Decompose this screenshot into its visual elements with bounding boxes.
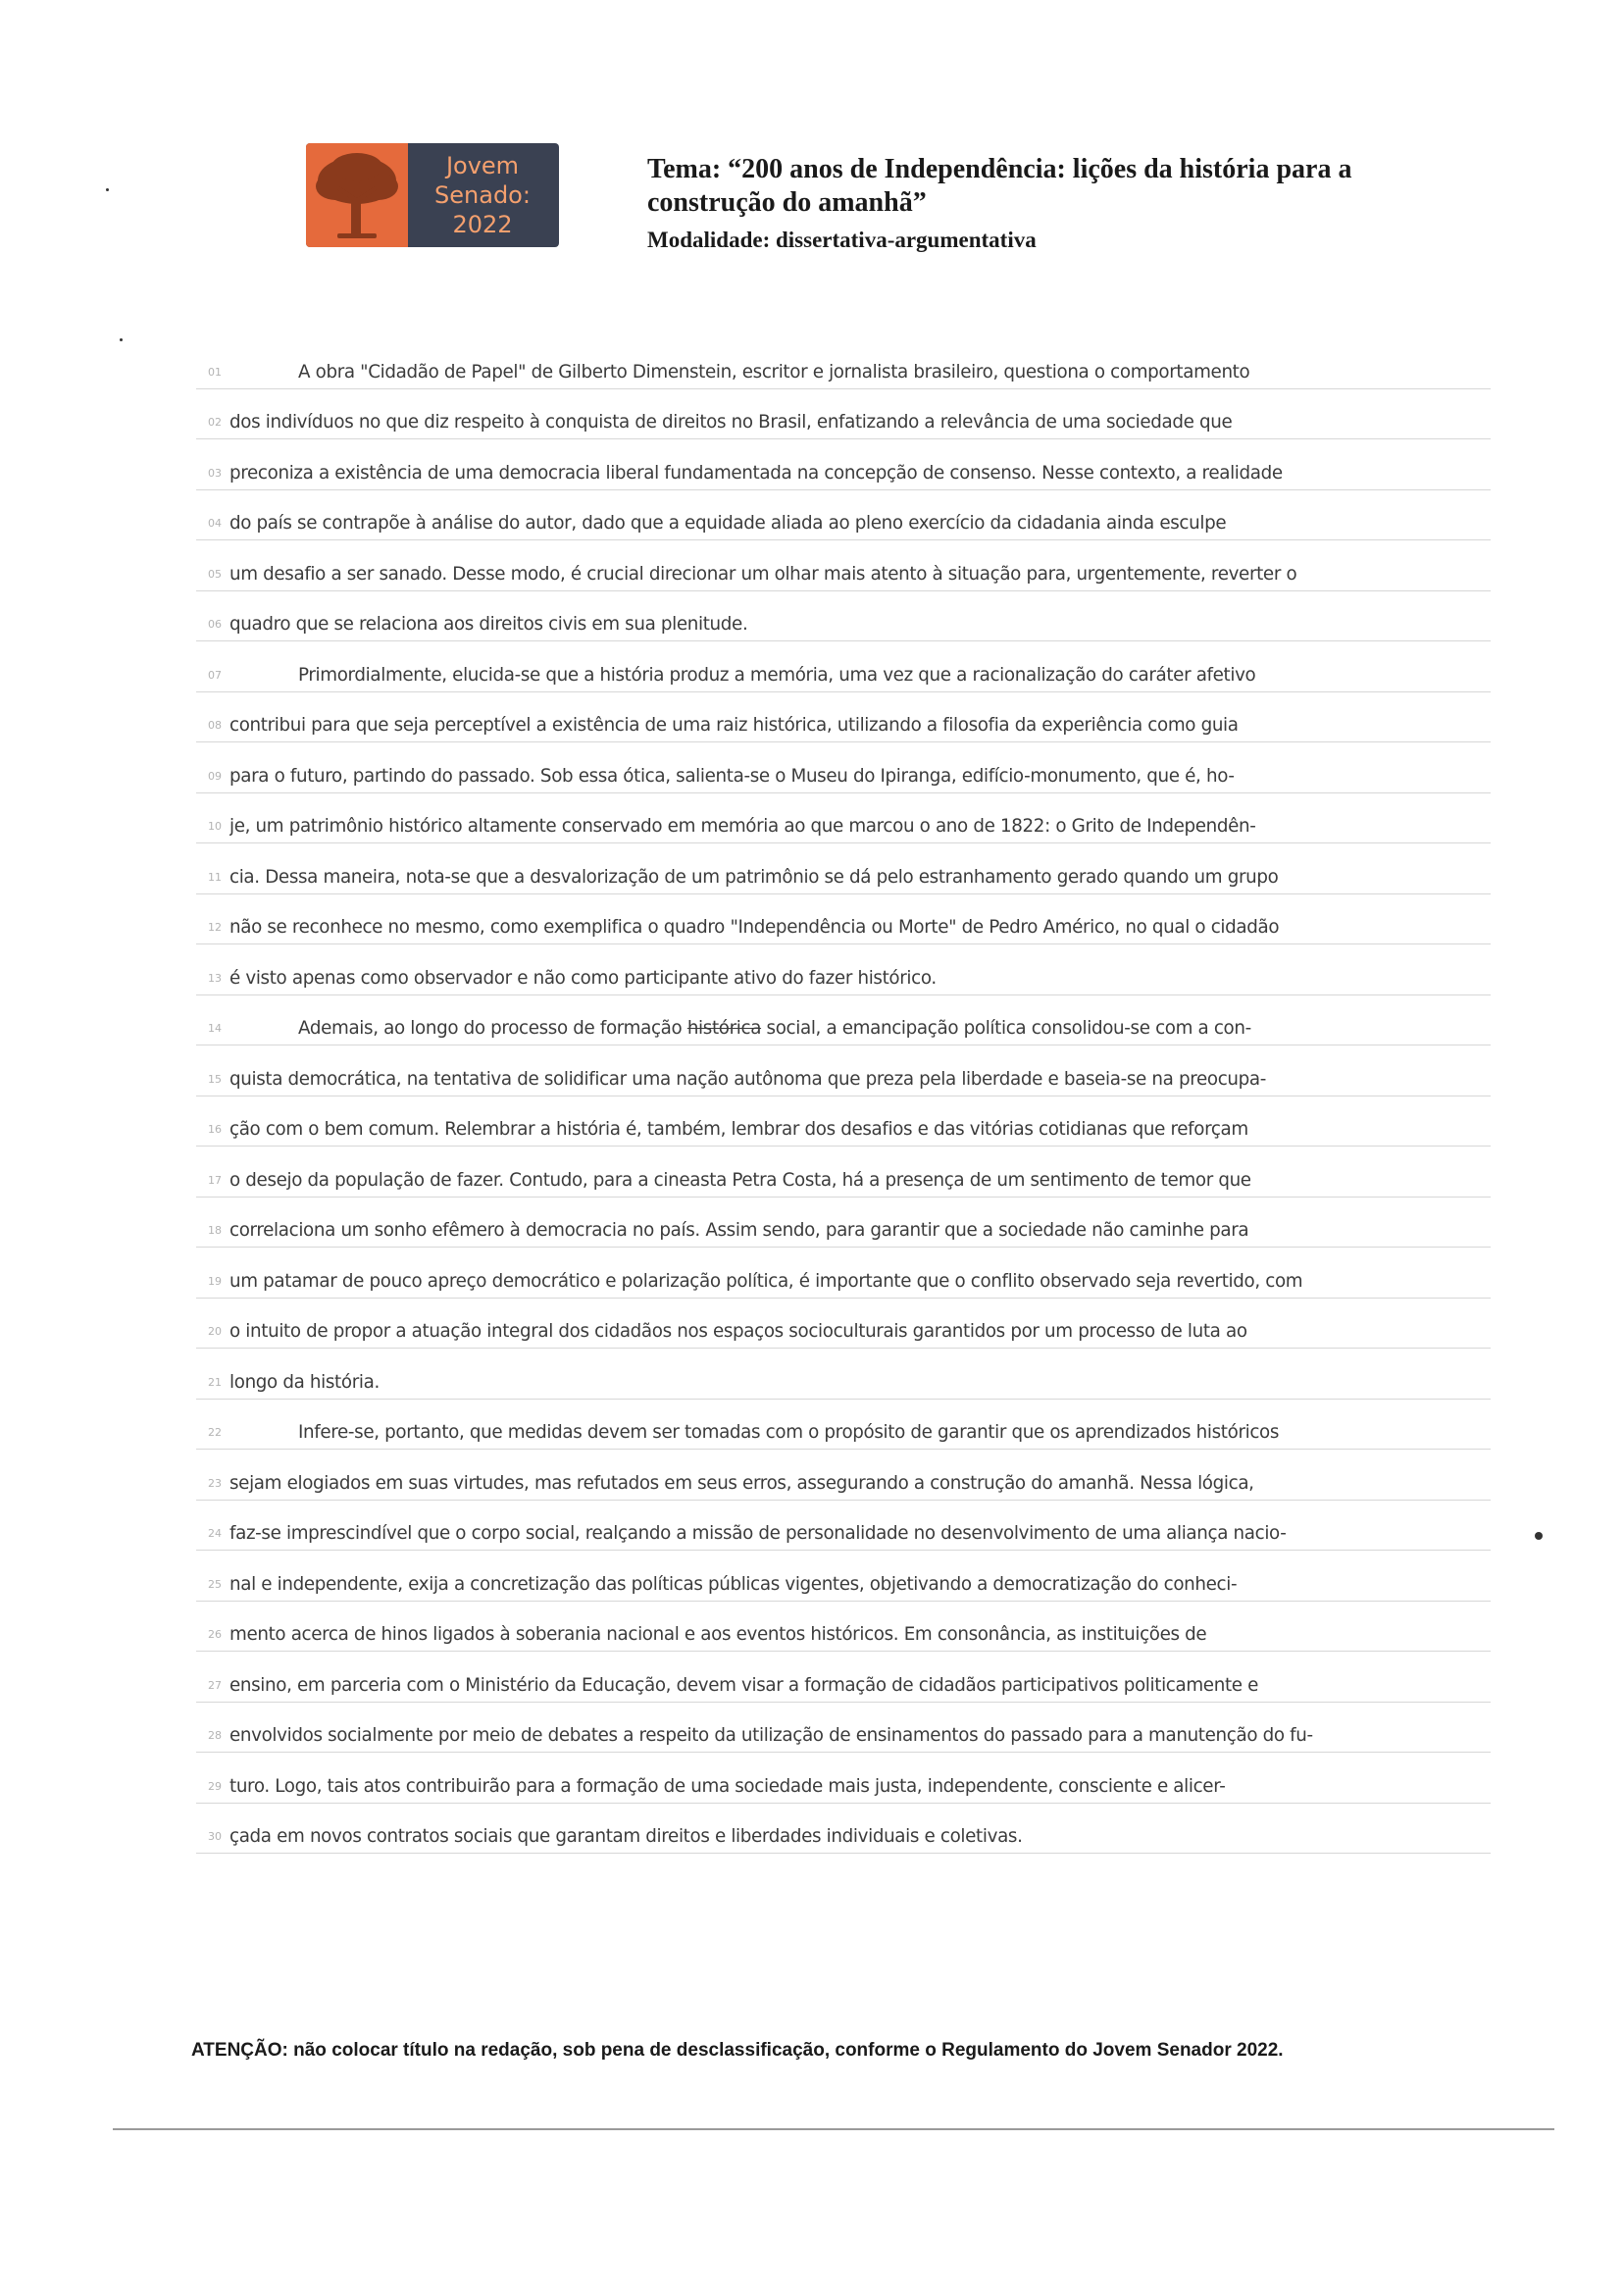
line-number: 04 [208,517,222,530]
bottom-divider [113,2128,1554,2130]
line-number: 12 [208,921,222,934]
line-text: cia. Dessa maneira, nota-se que a desvalorização de um patrimônio se dá pelo estranhamento gerado quando um grupo [229,866,1279,888]
line-number: 30 [208,1830,222,1843]
line-number: 15 [208,1072,222,1086]
line-text: quista democrática, na tentativa de solidificar uma nação autônoma que preza pela liberdade e baseia-se na preocupa- [229,1068,1266,1090]
title-block [647,153,1393,253]
essay-line [196,1400,1491,1451]
essay-line [196,1045,1491,1096]
essay-line [196,389,1491,440]
essay-line [196,540,1491,591]
essay-line [196,641,1491,692]
line-text: turo. Logo, tais atos contribuirão para a formação de uma sociedade mais justa, independente, consciente e alicer- [229,1775,1226,1797]
line-text: dos indivíduos no que diz respeito à conquista de direitos no Brasil, enfatizando a relevância de uma sociedade que [229,412,1233,433]
line-number: 19 [208,1274,222,1288]
line-number: 26 [208,1628,222,1641]
essay-line [196,894,1491,945]
logo-line: 2022 [452,211,513,238]
line-number: 17 [208,1173,222,1187]
essay-line [196,742,1491,793]
essay-line [196,1349,1491,1400]
essay-line [196,793,1491,844]
line-text: ção com o bem comum. Relembrar a história é, também, lembrar dos desafios e das vitórias cotidianas que reforçam [229,1119,1248,1140]
line-number: 07 [208,668,222,682]
scan-speck [106,188,109,191]
line-number: 10 [208,820,222,833]
line-text: quadro que se relaciona aos direitos civis em sua plenitude. [229,614,748,635]
line-number: 27 [208,1678,222,1692]
essay-line [196,490,1491,541]
line-text: A obra "Cidadão de Papel" de Gilberto Dimenstein, escritor e jornalista brasileiro, questiona o comportamento [298,361,1250,382]
line-number: 03 [208,466,222,480]
line-text: sejam elogiados em suas virtudes, mas refutados em seus erros, assegurando a construção do amanhã. Nessa lógica, [229,1472,1254,1494]
line-text: çada em novos contratos sociais que garantam direitos e liberdades individuais e coletivas. [229,1826,1023,1847]
line-number: 28 [208,1729,222,1742]
jovem-senador-logo [306,143,559,247]
essay-line [196,1299,1491,1350]
line-number: 20 [208,1325,222,1338]
line-text: envolvidos socialmente por meio de debates a respeito da utilização de ensinamentos do passado para a manutenção do fu- [229,1725,1313,1746]
essay-line [196,692,1491,743]
essay-line [196,995,1491,1046]
logo-line: Senado: [434,181,531,209]
line-text-part: Ademais, ao longo do processo de formação [298,1018,687,1039]
line-number: 02 [208,416,222,429]
line-number: 18 [208,1224,222,1237]
line-text: para o futuro, partindo do passado. Sob essa ótica, salienta-se o Museu do Ipiranga, edifício-monumento, que é, ho- [229,765,1235,787]
struck-word: histórica [686,1018,762,1039]
line-number: 24 [208,1527,222,1540]
essay-line [196,843,1491,894]
essay-line [196,1602,1491,1653]
line-text-part: social, a emancipação política consolidou-se com a con- [761,1018,1251,1039]
logo-wordmark [414,151,551,239]
line-number: 09 [208,769,222,783]
line-text: ensino, em parceria com o Ministério da Educação, devem visar a formação de cidadãos participativos politicamente e [229,1674,1259,1696]
essay-line [196,338,1491,389]
line-number: 06 [208,618,222,631]
scan-speck [120,338,123,341]
line-text: preconiza a existência de uma democracia liberal fundamentada na concepção de consenso. Nesse contexto, a realidade [229,462,1283,484]
scan-speck [1535,1532,1543,1540]
essay-line [196,439,1491,490]
line-text: nal e independente, exija a concretização das políticas públicas vigentes, objetivando a democratização do conheci- [229,1573,1238,1595]
essay-line [196,1652,1491,1703]
essay-line [196,944,1491,995]
line-text: longo da história. [229,1371,380,1393]
line-text: é visto apenas como observador e não como participante ativo do fazer histórico. [229,967,937,989]
essay-line [196,591,1491,642]
line-text: je, um patrimônio histórico altamente conservado em memória ao que marcou o ano de 1822: o Grito de Independên- [229,816,1256,837]
modalidade-label: Modalidade: dissertativa-argumentativa [647,228,1037,252]
line-text: um desafio a ser sanado. Desse modo, é crucial direcionar um olhar mais atento à situação para, urgentemente, reverter o [229,563,1297,585]
line-number: 08 [208,719,222,732]
line-number: 16 [208,1123,222,1136]
essay-line [196,1450,1491,1501]
line-text: Infere-se, portanto, que medidas devem ser tomadas com o propósito de garantir que os aprendizados históricos [298,1422,1280,1443]
essay-line [196,1753,1491,1804]
essay-line [196,1147,1491,1198]
line-text: um patamar de pouco apreço democrático e polarização política, é importante que o conflito observado seja revertido, com [229,1270,1303,1292]
essay-line [196,1703,1491,1754]
line-text [229,1018,1491,1039]
line-text: mento acerca de hinos ligados à soberania nacional e aos eventos históricos. Em consonância, as instituições de [229,1624,1207,1645]
line-number: 13 [208,971,222,985]
line-text: Primordialmente, elucida-se que a história produz a memória, uma vez que a racionalização do caráter afetivo [298,664,1256,686]
line-number: 05 [208,567,222,581]
line-number: 22 [208,1426,222,1439]
tree-icon [306,143,408,247]
tema-heading: Tema: “200 anos de Independência: lições da história para a construção do amanhã” [647,154,1352,218]
line-text: faz-se imprescindível que o corpo social, realçando a missão de personalidade no desenvolvimento de uma aliança nacio- [229,1523,1287,1544]
essay-line [196,1551,1491,1602]
essay-body [196,338,1491,1854]
line-number: 01 [208,365,222,379]
line-number: 25 [208,1577,222,1591]
atencao-notice: ATENÇÃO: não colocar título na redação, sob pena de desclassificação, conforme o Regulamento do Jovem Senador 2022. [191,2040,1284,2061]
essay-line [196,1804,1491,1855]
line-text: do país se contrapõe à análise do autor, dado que a equidade aliada ao pleno exercício da cidadania ainda esculpe [229,513,1227,534]
line-number: 23 [208,1476,222,1490]
line-text: correlaciona um sonho efêmero à democracia no país. Assim sendo, para garantir que a sociedade não caminhe para [229,1220,1249,1241]
line-text: o desejo da população de fazer. Contudo, para a cineasta Petra Costa, há a presença de um sentimento de temor que [229,1169,1251,1191]
line-text: o intuito de propor a atuação integral dos cidadãos nos espaços socioculturais garantidos por um processo de luta ao [229,1321,1247,1342]
line-number: 14 [208,1022,222,1035]
essay-line [196,1501,1491,1552]
line-number: 11 [208,870,222,884]
logo-line: Jovem [445,152,520,179]
essay-line [196,1096,1491,1147]
line-text: não se reconhece no mesmo, como exemplifica o quadro "Independência ou Morte" de Pedro Américo, no qual o cidadão [229,917,1280,938]
line-number: 21 [208,1375,222,1389]
line-text: contribui para que seja perceptível a existência de uma raiz histórica, utilizando a filosofia da experiência como guia [229,715,1239,736]
essay-line [196,1198,1491,1249]
essay-line [196,1248,1491,1299]
line-number: 29 [208,1779,222,1793]
